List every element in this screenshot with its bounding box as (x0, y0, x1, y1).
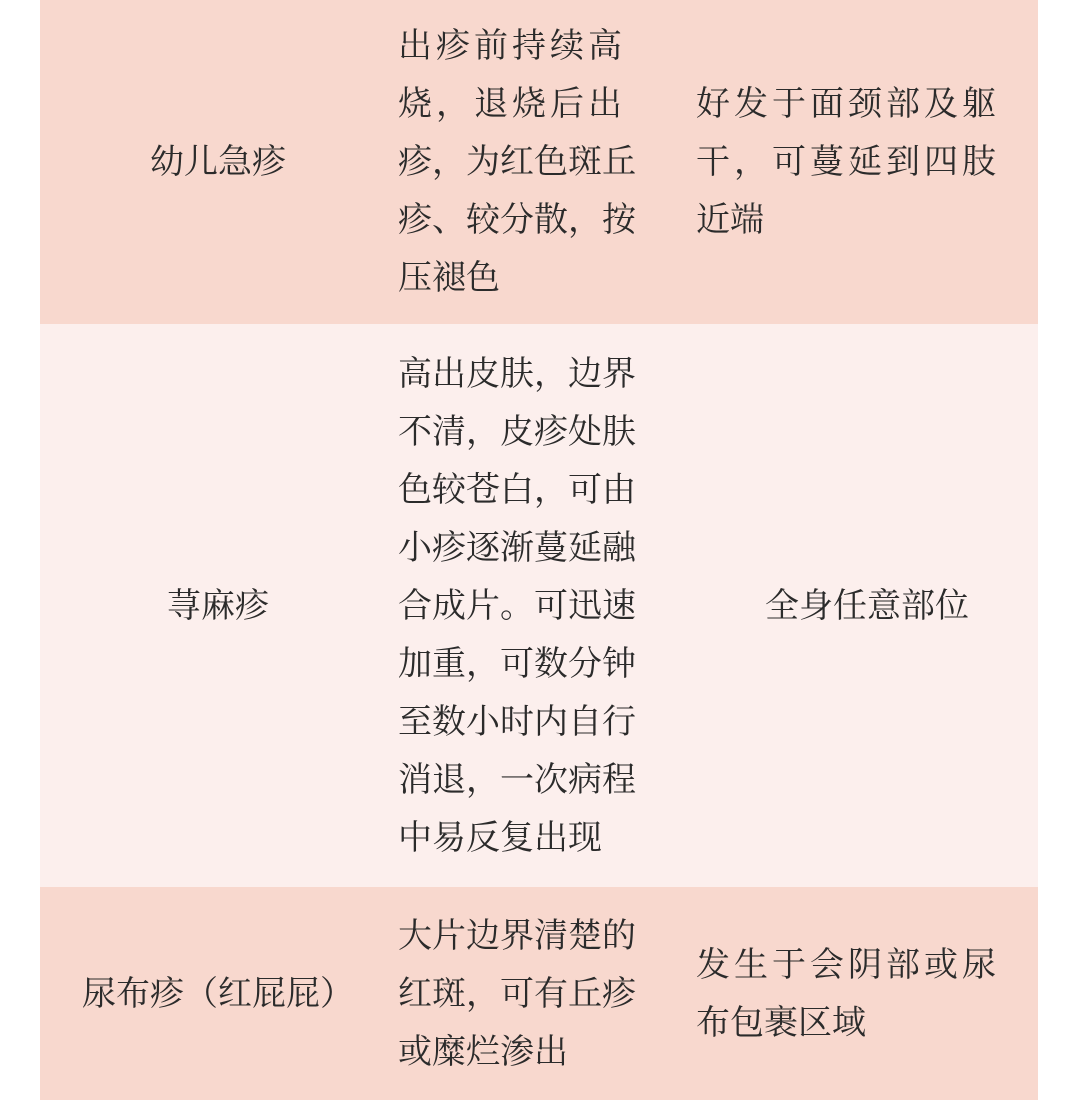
features-line: 色较苍白，可由 (398, 469, 636, 510)
location-line: 布包裹区域 (696, 1002, 866, 1043)
features-line: 压褪色 (398, 258, 500, 298)
rash-name: 幼儿急疹 (150, 142, 286, 182)
features-line: 高出皮肤，边界 (398, 353, 636, 394)
rash-features-cell (396, 887, 696, 1100)
rash-table (40, 0, 1038, 1100)
features-line: 至数小时内自行 (398, 701, 636, 742)
table-row (40, 887, 1038, 1100)
location-line: 发生于会阴部或尿 (696, 944, 1000, 985)
features-line: 消退，一次病程 (398, 759, 636, 800)
features-line: 疹、较分散，按 (398, 200, 636, 240)
features-line: 出疹前持续高 (398, 26, 626, 66)
rash-name-cell (40, 0, 396, 324)
location-line: 近端 (696, 200, 764, 240)
rash-location-cell (696, 0, 1038, 324)
rash-features-cell (396, 0, 696, 324)
rash-location-cell (696, 324, 1038, 887)
features-line: 不清，皮疹处肤 (398, 411, 636, 452)
features-line: 大片边界清楚的 (398, 915, 636, 956)
location-line: 干，可蔓延到四肢 (696, 142, 1000, 182)
features-line: 红斑，可有丘疹 (398, 973, 636, 1014)
table-row (40, 324, 1038, 887)
features-line: 加重，可数分钟 (398, 643, 636, 684)
rash-features-cell (396, 324, 696, 887)
rash-location-cell (696, 887, 1038, 1100)
features-line: 中易反复出现 (398, 817, 602, 858)
location-line: 全身任意部位 (765, 585, 969, 626)
location-line: 好发于面颈部及躯 (696, 84, 1000, 124)
features-line: 疹，为红色斑丘 (398, 142, 636, 182)
features-line: 小疹逐渐蔓延融 (398, 527, 636, 568)
features-line: 合成片。可迅速 (398, 585, 636, 626)
rash-name-cell (40, 324, 396, 887)
features-line: 烧，退烧后出 (398, 84, 626, 124)
rash-name-cell (40, 887, 396, 1100)
table-row (40, 0, 1038, 324)
rash-name: 荨麻疹 (167, 585, 269, 626)
features-line: 或糜烂渗出 (398, 1031, 568, 1072)
rash-name: 尿布疹（红屁屁） (82, 973, 354, 1014)
